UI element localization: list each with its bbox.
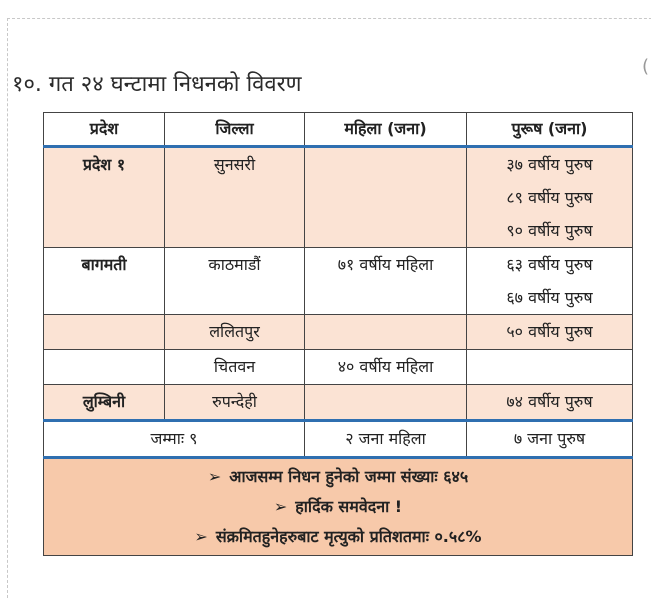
female-entry: ७१ वर्षीय महिला (337, 255, 434, 274)
header-female: महिला (जना) (305, 113, 467, 147)
total-female: २ जना महिला (305, 421, 467, 458)
total-label: जम्माः ९ (44, 421, 305, 458)
province-cell (44, 315, 165, 350)
summary-line (54, 492, 622, 522)
male-cell: ५० वर्षीय पुरुष (467, 315, 633, 350)
male-cell (467, 350, 633, 385)
table-row (44, 315, 633, 350)
table-row (44, 147, 633, 248)
male-entry: ६७ वर्षीय पुरुष (506, 288, 593, 307)
summary-line (54, 522, 622, 552)
header-district: जिल्ला (165, 113, 305, 147)
arrow-bullet-icon: ➢ (207, 467, 222, 486)
male-entry: ८९ वर्षीय पुरुष (506, 188, 593, 207)
summary-row (44, 458, 633, 556)
male-entry: ९० वर्षीय पुरुष (506, 221, 593, 240)
district-cell: चितवन (165, 350, 305, 385)
male-cell (467, 248, 633, 315)
summary-condolence: हार्दिक समवेदना ! (295, 497, 403, 516)
female-cell: ४० वर्षीय महिला (305, 350, 467, 385)
female-cell (305, 248, 467, 315)
edge-mark: ( (641, 56, 649, 77)
province-cell: बागमती (44, 248, 165, 315)
male-cell (467, 147, 633, 248)
table-row (44, 248, 633, 315)
district-cell: सुनसरी (165, 147, 305, 248)
section-heading: १०. गत २४ घन्टामा निधनको विवरण (12, 72, 302, 97)
table-row (44, 350, 633, 385)
male-entry: ६३ वर्षीय पुरुष (506, 255, 593, 274)
header-province: प्रदेश (44, 113, 165, 147)
district-cell: ललितपुर (165, 315, 305, 350)
total-row (44, 421, 633, 458)
header-male: पुरूष (जना) (467, 113, 633, 147)
total-male: ७ जना पुरुष (467, 421, 633, 458)
province-cell (44, 350, 165, 385)
summary-line (54, 462, 622, 492)
female-cell (305, 315, 467, 350)
table-header-row (44, 113, 633, 147)
province-cell: प्रदेश १ (44, 147, 165, 248)
province-cell: लुम्बिनी (44, 385, 165, 421)
arrow-bullet-icon: ➢ (194, 527, 208, 546)
female-cell (305, 385, 467, 421)
district-cell: रुपन्देही (165, 385, 305, 421)
table-row (44, 385, 633, 421)
male-cell: ७४ वर्षीय पुरुष (467, 385, 633, 421)
summary-cell (44, 458, 633, 556)
summary-total-deaths: आजसम्म निधन हुनेको जम्मा संख्याः ६४५ (229, 467, 469, 486)
female-cell (305, 147, 467, 248)
district-cell: काठमाडौं (165, 248, 305, 315)
arrow-bullet-icon: ➢ (273, 497, 288, 516)
male-entry: ३७ वर्षीय पुरुष (506, 155, 593, 174)
summary-death-rate: संक्रमितहुनेहरुबाट मृत्युको प्रतिशतमाः ०.५८% (215, 527, 482, 546)
death-details-table (43, 112, 633, 556)
